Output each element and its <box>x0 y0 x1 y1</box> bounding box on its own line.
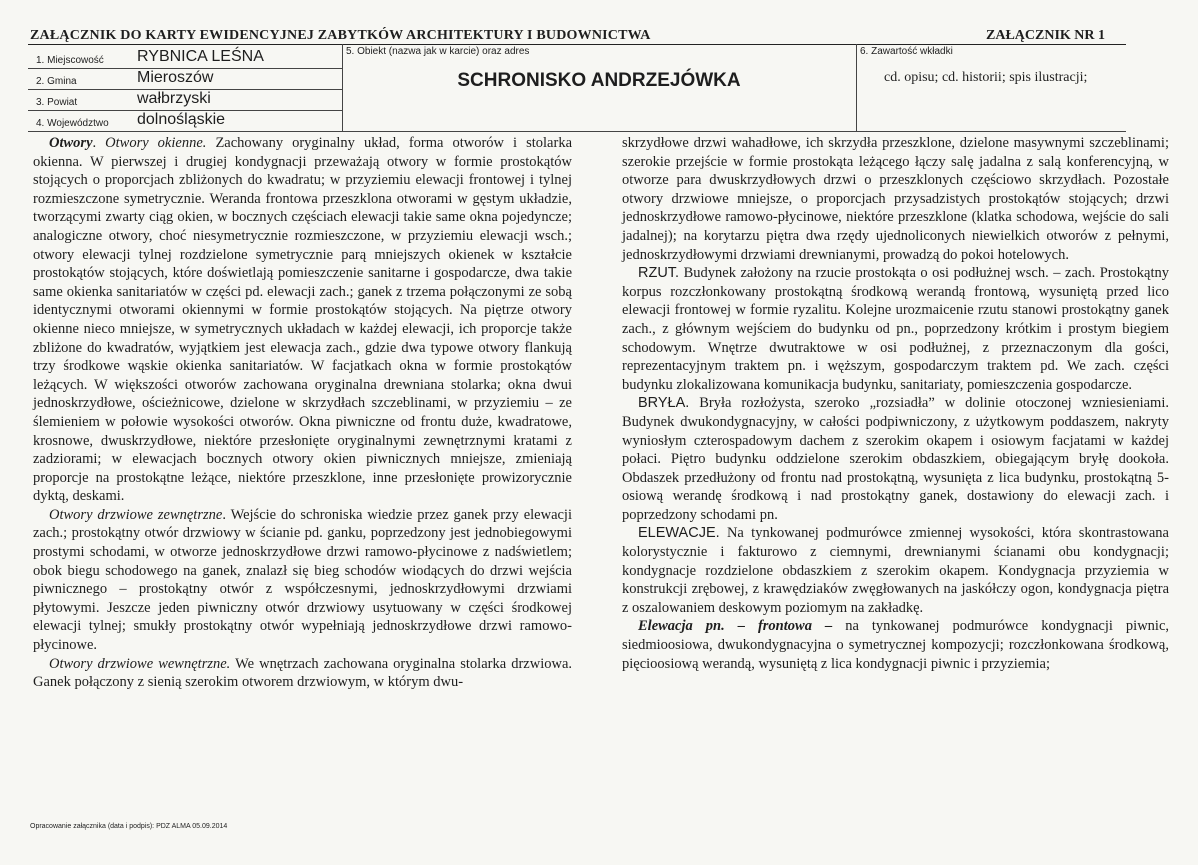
window-openings-text: Zachowany oryginalny układ, forma otworów i stolarka okienna. W pierwszej i drugiej kondygnacji przeważają otwory w formie prostokątów stojących o proporcjach zbliżonych do kwadratu; w przyziemiu elewacji frontowej i tylnej rozmieszczone symetrycznie. Weranda frontowa przeszklona otworami w gęstym układzie, tworzącymi zwarty ciąg okien, w bocznych częściach elewacji takie same okna pojedyncze; analogiczne otwory, choć niesymetrycznie rozmieszczone, w przyziemiu elewacji wsch.; otwory elewacji tylnej rozdzielone symetrycznie parą mniejszych okienek w kształcie prostokątów stojących, które doświetlają pomieszczenie sanitarne i gospodarcze, dwa takie same okienka sanitariatów w części pd. elewacji zach.; ganek z trzema połączonymi ze sobą identycznymi otworami okiennymi w formie prostokątów stojących. Na piętrze otwory okienne nieco mniejsze, w symetrycznych układach w każdej elewacji, ich proporcje także zbliżone do kwadratów, wyjątkiem jest elewacja zach., gdzie dwa typowe otwory flankują trzy środkowe wąskie okienka sanitariatów. W facjatkach okna w formie prostokątów leżących. W większości otworów zachowana oryginalna drewniana stolarka; okna dwui jednoskrzydłowe, ościeżnicowe, dzielone w skrzydłach szczeblinami, w przyziemiu – ze ślemieniem w połowie wysokości otworów. Okna piwniczne od frontu duże, kwadratowe, krosnowe, dwuskrzydłowe, niektóre przesłonięte oryginalnymi zewnętrznymi kratami z zadziorami; w elewacjach bocznych otwory okien piwnicznych mniejsze, zmieniają proporcje na prostokątne leżące, niektóre przeszklone, inne przesłonięte prowizorycznie dyktą, deskami. <box>33 135 573 505</box>
description-left-column <box>33 134 572 692</box>
grid-line <box>342 44 343 131</box>
north-elevation-text: na tynkowanej podmurówce kondygnacji piwnic, siedmioosiowa, dwukondygnacyjna o symetrycznej kompozycji; rozczłonkowana środkową, pięcioosiową werandą, wysuniętą z lica kondygnacji piwnic i przyziemia; <box>622 618 1169 672</box>
heading-north-elevation: Elewacja pn. – frontowa – <box>638 618 833 635</box>
heading-openings: Otwory <box>49 135 93 151</box>
massing-text: Bryła rozłożysta, szeroko „rozsiadła” w dolinie otoczonej wzniesieniami. Budynek dwukondygnacyjny, w całości podpiwniczony, z użytkowym poddaszem, nakryty wyniosłym czterospadowym dachem z szerokim okapem i osiowym facjatami w każdej połaci. Piętro budynku oddzielone szerokim obdaszkiem, obiegającym bryłę dookoła. Obdaszek przedłużony od frontu nad prostokątną, wysunięta z lica budynku, prostokątną 5-osiową werandę środkową i nad prostokątny ganek, dostawiony do elewacji zach. i poprzedzony schodami pn. <box>622 395 1169 523</box>
interior-doors-text: We wnętrzach zachowana oryginalna stolarka drzwiowa. Ganek połączony z sienią szerokim otworem drzwiowym, w którym dwu- <box>33 655 572 691</box>
grid-line <box>28 131 1126 132</box>
field-label-voivodeship: 4. Województwo <box>36 118 109 129</box>
field-value-locality: RYBNICA LEŚNA <box>137 48 264 65</box>
heading-massing: BRYŁA. <box>638 395 690 412</box>
heading-dot: . <box>92 135 97 151</box>
header-rule <box>28 44 1126 45</box>
field-value-voivodeship: dolnośląskie <box>137 111 226 128</box>
field-label-county: 3. Powiat <box>36 97 78 108</box>
contents-label: 6. Zawartość wkładki <box>860 46 953 57</box>
paragraph-interior-doors-continued: skrzydłowe drzwi wahadłowe, ich skrzydła przeszklone, dzielone masywnymi szczeblinami; szerokie przejście w formie prostokąta leżącego łączy salę jadalna z salą konferencyjną, w otworze para dwuskrzydłowych drzwi o przeszklonych częściowo skrzydłach. Pozostałe otwory drzwiowe mniejsze, o proporcjach przysadzistych prostokątów stojących; drzwi jednoskrzydłowe ramowo-płycinowe, niektóre przeszklone (klatka schodowa, wejście do sali jadalnej); na korytarzu piętra dwa rzędy ujednoliconych niewielkich otworów z pełnymi, jednoskrzydłowymi drzwiami drewnianymi, prowadzą do pokoi hotelowych. <box>622 135 1169 263</box>
elevations-text: Na tynkowanej podmurówce zmiennej wysokości, która skontrastowana kolorystycznie i fakturowo z ciemnymi, drewnianymi ścianami obu kondygnacji; kondygnacje rozdzielone obdaszkiem z szerokim okapem. Kondygnacja przyziemia w konstrukcji zrębowej, z krawędziaków zwęgłowanych na jaskółczy ogon, kondygnacja piętra z oszalowaniem deskowym poziomym na zakładkę. <box>622 525 1169 616</box>
document-title: ZAŁĄCZNIK DO KARTY EWIDENCYJNEJ ZABYTKÓW ARCHITEKTURY I BUDOWNICTWA <box>30 28 651 43</box>
contents-value: cd. opisu; cd. historii; spis ilustracji; <box>884 70 1088 85</box>
paragraph-plan <box>622 264 1169 394</box>
field-label-locality: 1. Miejscowość <box>36 55 104 66</box>
heading-elevations: ELEWACJE. <box>638 525 720 542</box>
subheading-interior-doors: Otwory drzwiowe wewnętrzne. <box>49 655 231 672</box>
heading-plan: RZUT. <box>638 265 680 282</box>
paragraph-elevations <box>622 524 1169 617</box>
prepared-by-footer: Opracowanie załącznika (data i podpis): PDZ ALMA 05.09.2014 <box>30 823 228 830</box>
paragraph-north-elevation <box>622 617 1169 673</box>
description-right-column <box>622 134 1169 673</box>
plan-text: Budynek założony na rzucie prostokąta o osi podłużnej wsch. – zach. Prostokątny korpus rozczłonkowany prostokątną środkową werandą frontową, wysuniętą przed lico elewacji frontowej w formie ryzalitu. Kolejne urozmaicenie rzutu stanowi prostokątny ganek zach., z głównym wejściem do budynku od pn., poprzedzony krótkim i prostym biegiem schodowym. Wnętrze dwutraktowe w osi podłużnej, z przeznaczonym dla gości, reprezentacyjnym traktem pn. i węższym, gospodarczym traktem pd. We zach. części budynku zlokalizowana komunikacja budynku, sanitariaty, pomieszczenia gospodarcze. <box>622 265 1169 393</box>
exterior-doors-text: . Wejście do schroniska wiedzie przez ganek przy elewacji zach.; prostokątny otwór drzwiowy w ścianie pd. ganku, poprzedzony jest jednobiegowymi prostymi schodami, w otworze jednoskrzydłowe drzwi ramowo-płycinowe z nadświetlem; obok biegu schodowego na ganek, znalazł się bieg schodów wiodących do drzwi wejścia piwnicznego – prostokątny otwór z współczesnymi, jednoskrzydłowymi drzwiami płytowymi. Jeszcze jeden piwniczny otwór drzwiowy usytuowany w części środkowej elewacji tylnej; smukły prostokątny otwór wypełniają jednoskrzydłowe drzwi ramowo-płycinowe. <box>33 506 572 654</box>
paragraph-interior-doors <box>33 655 572 692</box>
subheading-exterior-doors: Otwory drzwiowe zewnętrzne <box>49 506 223 523</box>
field-label-commune: 2. Gmina <box>36 76 77 87</box>
attachment-number: ZAŁĄCZNIK NR 1 <box>986 28 1106 43</box>
paragraph-window-openings <box>33 134 572 506</box>
grid-line <box>856 44 857 131</box>
paragraph-exterior-doors <box>33 506 572 655</box>
field-value-county: wałbrzyski <box>137 90 211 107</box>
paragraph-massing <box>622 394 1169 524</box>
object-label: 5. Obiekt (nazwa jak w karcie) oraz adres <box>346 46 530 57</box>
field-value-commune: Mieroszów <box>137 69 214 86</box>
object-name: SCHRONISKO ANDRZEJÓWKA <box>457 70 741 91</box>
subheading-window-openings: Otwory okienne. <box>105 135 207 151</box>
